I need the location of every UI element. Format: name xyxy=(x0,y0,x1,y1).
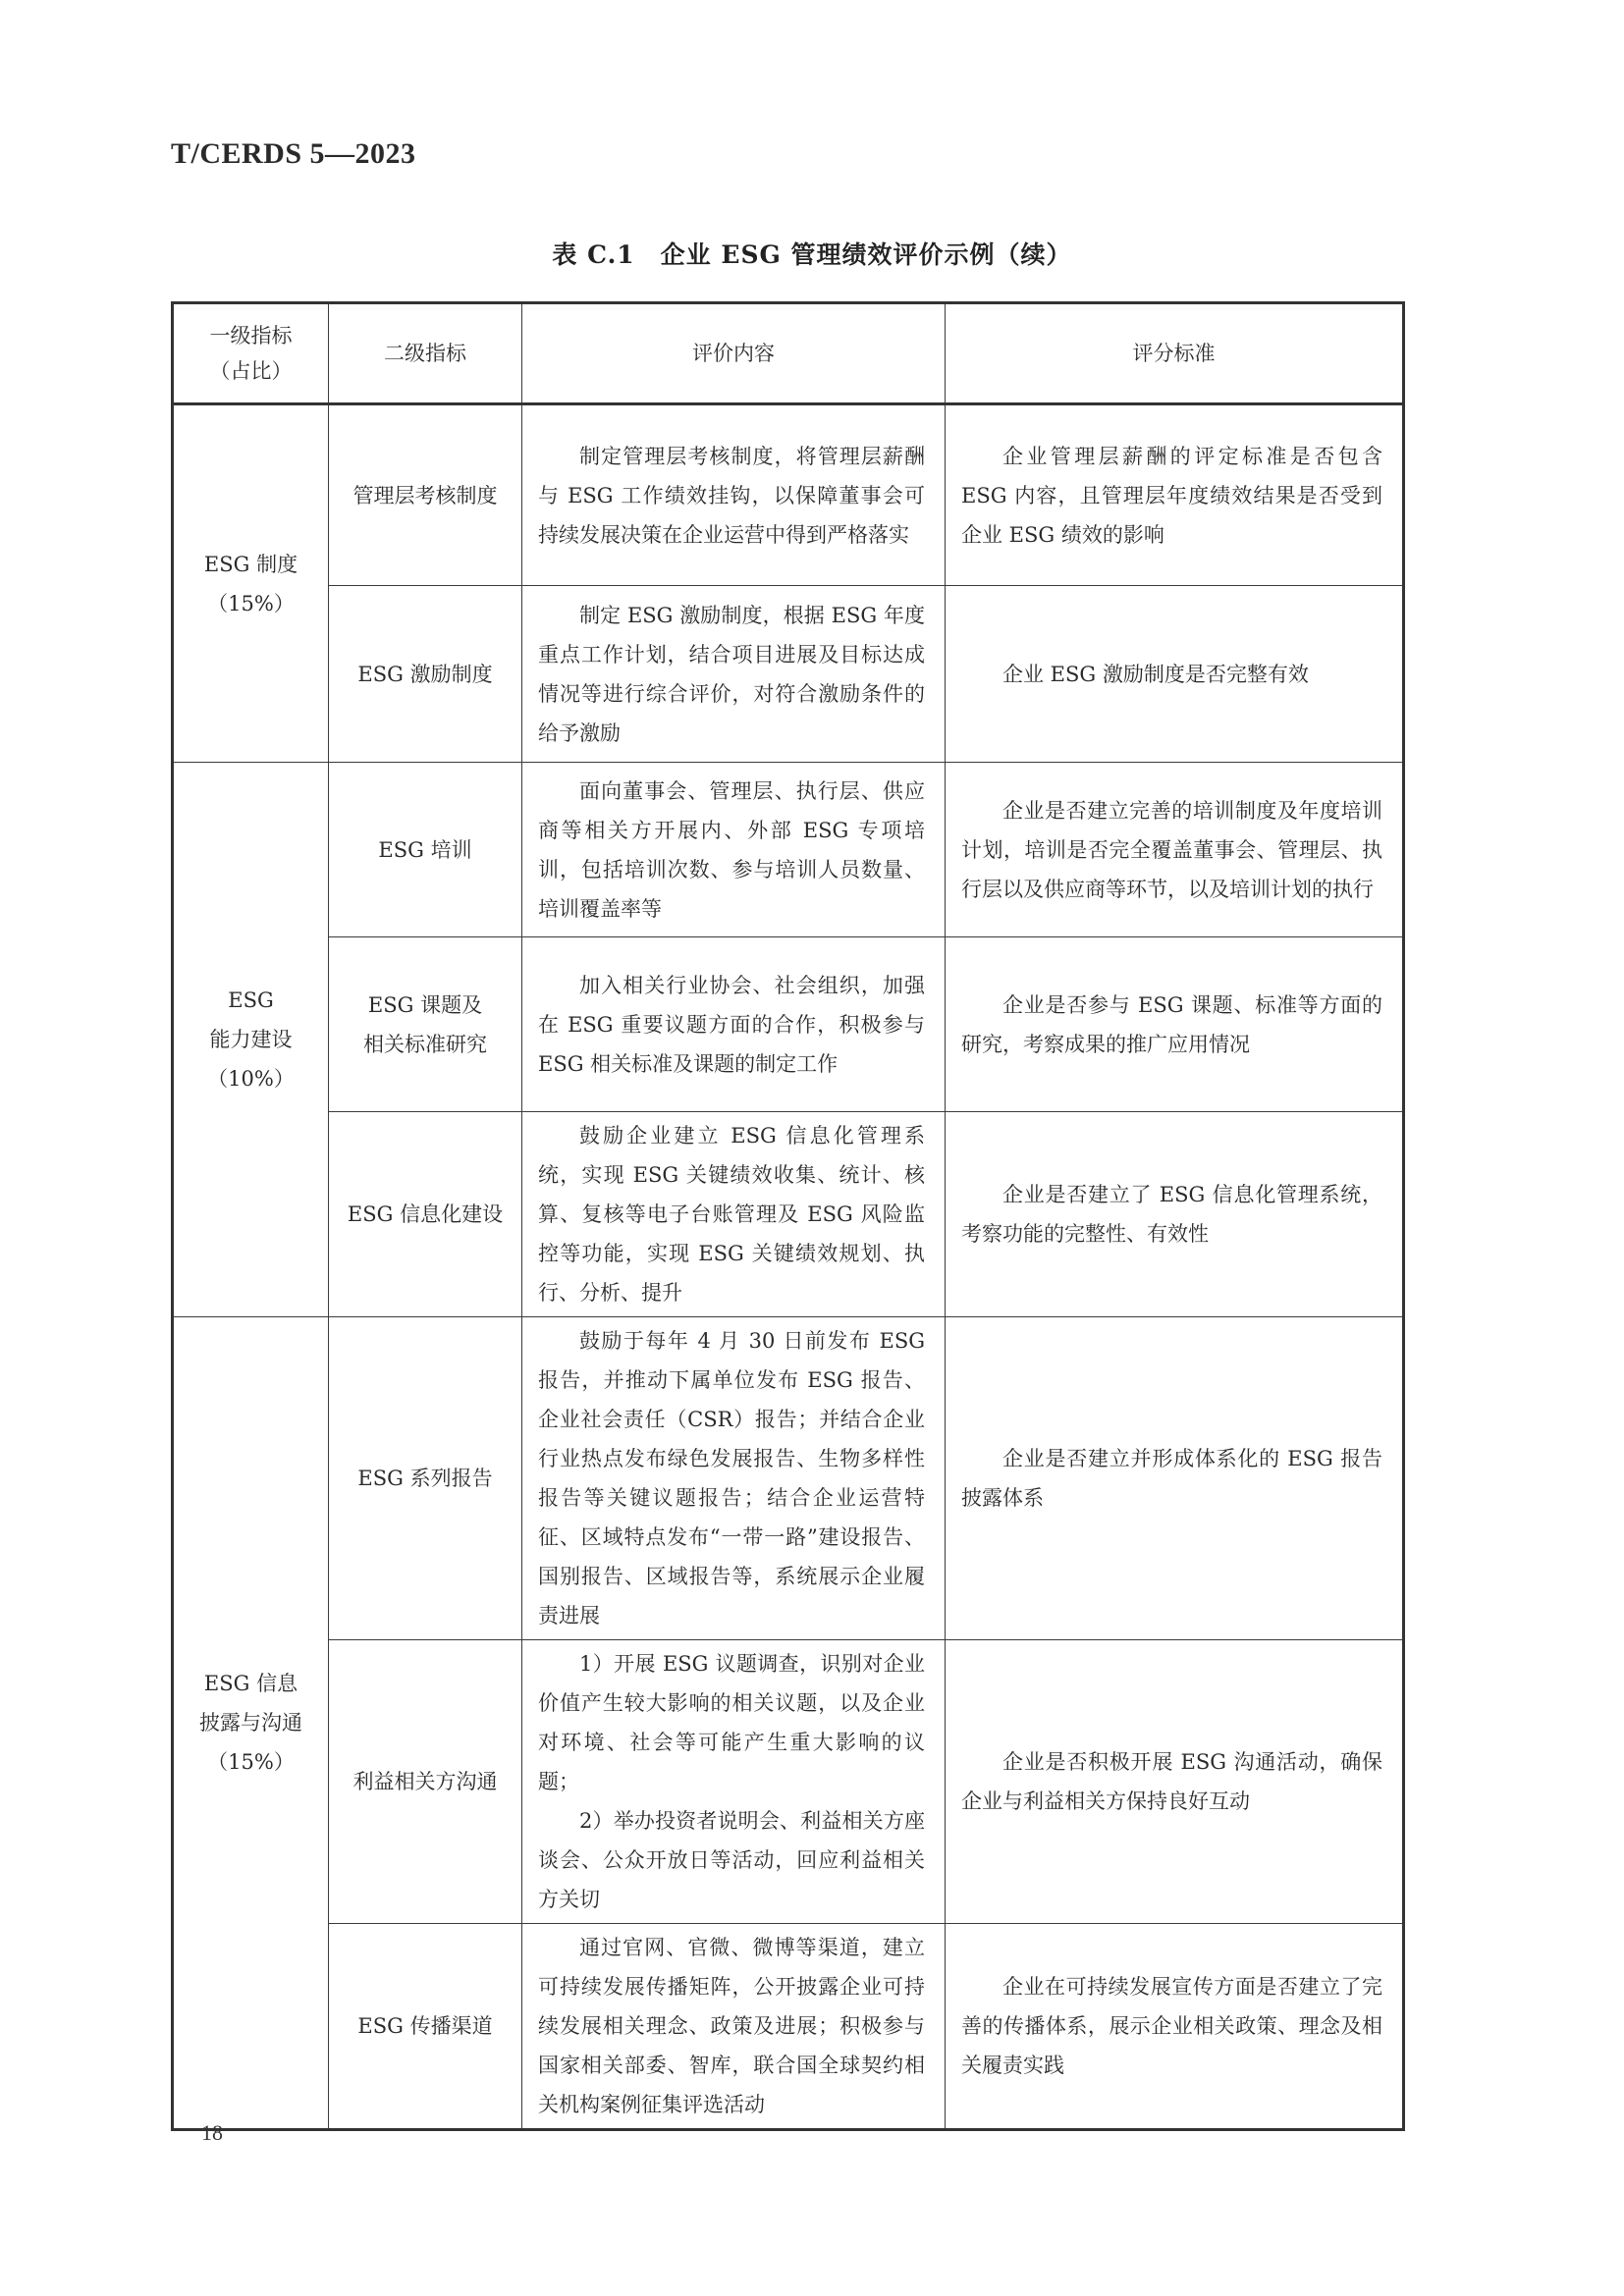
evaluation-content-paragraph: 制定 ESG 激励制度，根据 ESG 年度重点工作计划，结合项目进展及目标达成情况等进行综合评价，对符合激励条件的给予激励 xyxy=(538,603,925,745)
secondary-indicator-cell: ESG 激励制度 xyxy=(329,586,522,763)
page-number: 18 xyxy=(201,2120,223,2145)
evaluation-content-cell xyxy=(522,586,946,763)
secondary-indicator-cell: ESG 系列报告 xyxy=(329,1317,522,1640)
document-code: T/CERDS 5—2023 xyxy=(171,137,416,170)
secondary-indicator-cell: ESG 培训 xyxy=(329,763,522,937)
evaluation-content-cell xyxy=(522,937,946,1112)
table-row xyxy=(173,404,1404,586)
evaluation-content-cell xyxy=(522,1640,946,1924)
scoring-criteria-text: 企业是否积极开展 ESG 沟通活动，确保企业与利益相关方保持良好互动 xyxy=(961,1750,1382,1813)
scoring-criteria-text: 企业是否建立完善的培训制度及年度培训计划，培训是否完全覆盖董事会、管理层、执行层以及供应商等环节，以及培训计划的执行 xyxy=(961,798,1382,901)
evaluation-content-cell xyxy=(522,404,946,586)
secondary-indicator-cell: ESG 课题及 相关标准研究 xyxy=(329,937,522,1112)
evaluation-content-paragraph: 2）举办投资者说明会、利益相关方座谈会、公众开放日等活动，回应利益相关方关切 xyxy=(538,1809,925,1911)
scoring-criteria-cell xyxy=(946,937,1404,1112)
scoring-criteria-cell xyxy=(946,1640,1404,1924)
secondary-indicator-cell: ESG 传播渠道 xyxy=(329,1924,522,2130)
evaluation-content-paragraph: 通过官网、官微、微博等渠道，建立可持续发展传播矩阵，公开披露企业可持续发展相关理念、政策及进展；积极参与国家相关部委、智库，联合国全球契约相关机构案例征集评选活动 xyxy=(538,1936,925,2116)
table-row xyxy=(173,1112,1404,1317)
column-header-secondary-indicator: 二级指标 xyxy=(329,303,522,404)
scoring-criteria-text: 企业 ESG 激励制度是否完整有效 xyxy=(1002,662,1309,686)
scoring-criteria-text: 企业管理层薪酬的评定标准是否包含 ESG 内容，且管理层年度绩效结果是否受到企业 ESG 绩效的影响 xyxy=(961,444,1382,547)
scoring-criteria-cell xyxy=(946,1112,1404,1317)
scoring-criteria-text: 企业是否建立并形成体系化的 ESG 报告披露体系 xyxy=(961,1447,1382,1510)
table-header-row xyxy=(173,303,1404,404)
table-row xyxy=(173,586,1404,763)
scoring-criteria-cell xyxy=(946,404,1404,586)
evaluation-content-cell xyxy=(522,1317,946,1640)
table-row xyxy=(173,937,1404,1112)
secondary-indicator-cell: ESG 信息化建设 xyxy=(329,1112,522,1317)
primary-indicator-cell: ESG 信息 披露与沟通 （15%） xyxy=(173,1317,329,2130)
scoring-criteria-cell xyxy=(946,1317,1404,1640)
evaluation-content-cell xyxy=(522,1112,946,1317)
evaluation-content-cell xyxy=(522,1924,946,2130)
evaluation-table xyxy=(171,301,1405,2131)
scoring-criteria-cell xyxy=(946,763,1404,937)
scoring-criteria-text: 企业是否参与 ESG 课题、标准等方面的研究，考察成果的推广应用情况 xyxy=(961,992,1382,1056)
column-header-primary-indicator: 一级指标 （占比） xyxy=(173,303,329,404)
table-row xyxy=(173,1640,1404,1924)
table-row xyxy=(173,1317,1404,1640)
table-row xyxy=(173,1924,1404,2130)
primary-indicator-cell: ESG 能力建设 （10%） xyxy=(173,763,329,1317)
scoring-criteria-text: 企业在可持续发展宣传方面是否建立了完善的传播体系，展示企业相关政策、理念及相关履责实践 xyxy=(961,1975,1382,2077)
table-title: 表 C.1 企业 ESG 管理绩效评价示例（续） xyxy=(552,240,1072,269)
primary-indicator-cell: ESG 制度 （15%） xyxy=(173,404,329,763)
scoring-criteria-text: 企业是否建立了 ESG 信息化管理系统，考察功能的完整性、有效性 xyxy=(961,1183,1382,1246)
evaluation-content-paragraph: 制定管理层考核制度，将管理层薪酬与 ESG 工作绩效挂钩，以保障董事会可持续发展决策在企业运营中得到严格落实 xyxy=(538,444,925,547)
evaluation-content-paragraph: 鼓励企业建立 ESG 信息化管理系统，实现 ESG 关键绩效收集、统计、核算、复核等电子台账管理及 ESG 风险监控等功能，实现 ESG 关键绩效规划、执行、分析、提升 xyxy=(538,1124,925,1305)
column-header-evaluation-content: 评价内容 xyxy=(522,303,946,404)
table-row xyxy=(173,763,1404,937)
evaluation-content-paragraph: 面向董事会、管理层、执行层、供应商等相关方开展内、外部 ESG 专项培训，包括培训次数、参与培训人员数量、培训覆盖率等 xyxy=(538,778,925,921)
column-header-scoring-criteria: 评分标准 xyxy=(946,303,1404,404)
scoring-criteria-cell xyxy=(946,1924,1404,2130)
evaluation-content-paragraph: 1）开展 ESG 议题调查，识别对企业价值产生较大影响的相关议题，以及企业对环境、社会等可能产生重大影响的议题； xyxy=(538,1652,925,1793)
scoring-criteria-cell xyxy=(946,586,1404,763)
evaluation-content-paragraph: 加入相关行业协会、社会组织，加强在 ESG 重要议题方面的合作，积极参与 ESG 相关标准及课题的制定工作 xyxy=(538,973,925,1076)
secondary-indicator-cell: 利益相关方沟通 xyxy=(329,1640,522,1924)
evaluation-content-cell xyxy=(522,763,946,937)
evaluation-content-paragraph: 鼓励于每年 4 月 30 日前发布 ESG 报告，并推动下属单位发布 ESG 报告、企业社会责任（CSR）报告；并结合企业行业热点发布绿色发展报告、生物多样性报告等关键议题报告；结合企业运营特征、区域特点发布“一带一路”建设报告、国别报告、区域报告等，系统展示企业履责进展 xyxy=(538,1329,925,1628)
secondary-indicator-cell: 管理层考核制度 xyxy=(329,404,522,586)
